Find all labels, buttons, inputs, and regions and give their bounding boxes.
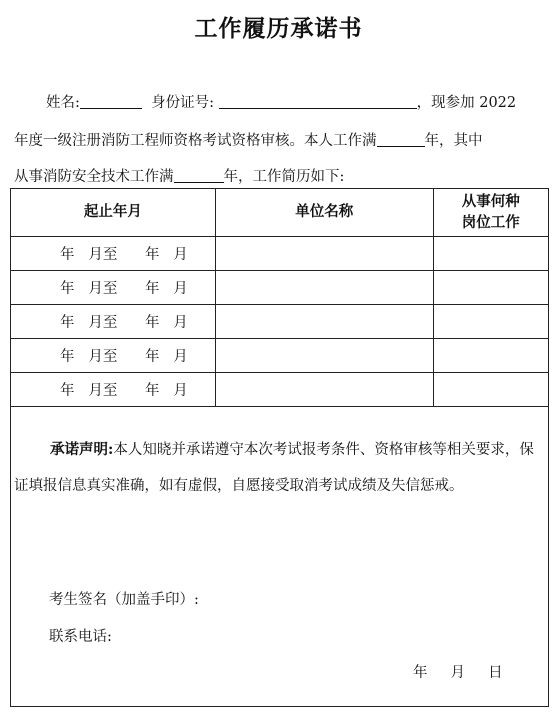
period-cell[interactable]: 年 月至 年 月 bbox=[11, 237, 216, 271]
position-cell[interactable] bbox=[433, 305, 548, 339]
name-blank[interactable] bbox=[80, 94, 142, 109]
document-title: 工作履历承诺书 bbox=[194, 15, 363, 42]
header-period: 起止年月 bbox=[11, 189, 216, 237]
fire-work-years-blank[interactable] bbox=[174, 168, 224, 183]
work-history-table bbox=[10, 188, 549, 407]
intro-line-3 bbox=[14, 165, 548, 186]
work-years-blank[interactable] bbox=[377, 132, 425, 147]
table-row bbox=[11, 339, 549, 373]
work-years-text: 年度一级注册消防工程师资格考试资格审核。本人工作满 bbox=[14, 133, 377, 149]
pledge-statement bbox=[14, 432, 540, 504]
fire-work-end: 年，工作简历如下: bbox=[223, 169, 345, 185]
fire-work-text: 从事消防安全技术工作满 bbox=[14, 169, 174, 185]
unit-cell[interactable] bbox=[215, 373, 433, 407]
table-header-row bbox=[11, 189, 549, 237]
join-text: ，现参加 2022 bbox=[416, 95, 517, 111]
name-label: 姓名: bbox=[46, 95, 80, 111]
id-number-blank[interactable] bbox=[219, 94, 417, 109]
intro-line-1 bbox=[14, 91, 548, 112]
signature-date[interactable]: 年 月 日 bbox=[413, 665, 503, 681]
period-cell[interactable]: 年 月至 年 月 bbox=[11, 339, 216, 373]
pledge-body: 本人知晓并承诺遵守本次考试报考条件、资格审核等相关要求，保证填报信息真实准确，如有虚假，自愿接受取消考试成绩及失信惩戒。 bbox=[14, 442, 534, 494]
period-cell[interactable]: 年 月至 年 月 bbox=[11, 271, 216, 305]
id-label: 身份证号: bbox=[151, 95, 214, 111]
position-cell[interactable] bbox=[433, 271, 548, 305]
work-years-end: 年，其中 bbox=[424, 133, 483, 149]
period-cell[interactable]: 年 月至 年 月 bbox=[11, 373, 216, 407]
period-cell[interactable]: 年 月至 年 月 bbox=[11, 305, 216, 339]
table-row bbox=[11, 373, 549, 407]
unit-cell[interactable] bbox=[215, 237, 433, 271]
table-row bbox=[11, 271, 549, 305]
candidate-signature-label[interactable]: 考生签名（加盖手印）: bbox=[49, 592, 199, 608]
pledge-lead: 承诺声明: bbox=[50, 441, 114, 458]
unit-cell[interactable] bbox=[215, 305, 433, 339]
phone-label[interactable]: 联系电话: bbox=[49, 629, 112, 645]
table-row bbox=[11, 237, 549, 271]
header-unit: 单位名称 bbox=[215, 189, 433, 237]
unit-cell[interactable] bbox=[215, 271, 433, 305]
position-cell[interactable] bbox=[433, 237, 548, 271]
header-position: 从事何种 岗位工作 bbox=[433, 189, 548, 237]
table-row bbox=[11, 305, 549, 339]
position-cell[interactable] bbox=[433, 373, 548, 407]
intro-line-2 bbox=[14, 129, 548, 150]
unit-cell[interactable] bbox=[215, 339, 433, 373]
position-cell[interactable] bbox=[433, 339, 548, 373]
